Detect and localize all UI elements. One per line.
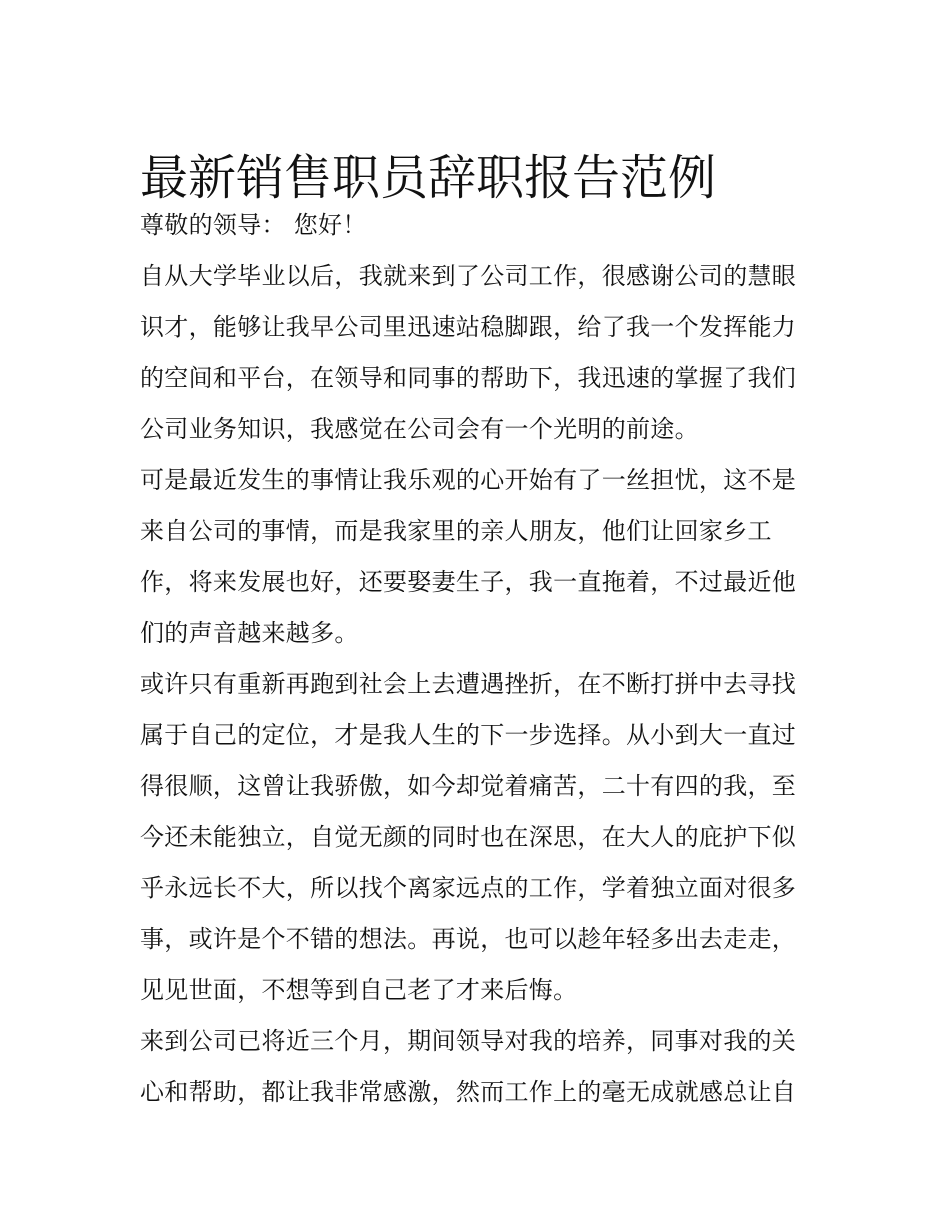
text-line: 今还未能独立，自觉无颜的同时也在深思，在大人的庇护下似 <box>140 823 797 851</box>
text-line: 的空间和平台，在领导和同事的帮助下，我迅速的掌握了我们 <box>140 364 797 392</box>
text-line: 见见世面，不想等到自己老了才来后悔。 <box>140 976 578 1004</box>
text-line: 识才，能够让我早公司里迅速站稳脚跟，给了我一个发挥能力 <box>140 313 797 341</box>
text-line: 可是最近发生的事情让我乐观的心开始有了一丝担忧，这不是 <box>140 466 797 494</box>
text-line: 公司业务知识，我感觉在公司会有一个光明的前途。 <box>140 415 699 443</box>
text-line: 们的声音越来越多。 <box>140 619 359 647</box>
text-line: 来自公司的事情，而是我家里的亲人朋友，他们让回家乡工 <box>140 517 772 545</box>
document-title: 最新销售职员辞职报告范例 <box>140 150 717 207</box>
text-line: 乎永远长不大，所以找个离家远点的工作，学着独立面对很多 <box>140 874 797 902</box>
text-line: 心和帮助，都让我非常感激，然而工作上的毫无成就感总让自 <box>140 1078 797 1106</box>
greeting-line: 尊敬的领导： 您好！ <box>140 211 367 239</box>
text-line: 自从大学毕业以后，我就来到了公司工作，很感谢公司的慧眼 <box>140 262 797 290</box>
text-line: 或许只有重新再跑到社会上去遭遇挫折，在不断打拼中去寻找 <box>140 670 797 698</box>
text-line: 来到公司已将近三个月，期间领导对我的培养，同事对我的关 <box>140 1027 797 1055</box>
text-line: 作，将来发展也好，还要娶妻生子，我一直拖着，不过最近他 <box>140 568 797 596</box>
text-line: 事，或许是个不错的想法。再说，也可以趁年轻多出去走走， <box>140 925 797 953</box>
document-body <box>140 200 816 1118</box>
text-line: 属于自己的定位，才是我人生的下一步选择。从小到大一直过 <box>140 721 797 749</box>
text-line: 得很顺，这曾让我骄傲，如今却觉着痛苦，二十有四的我，至 <box>140 772 797 800</box>
